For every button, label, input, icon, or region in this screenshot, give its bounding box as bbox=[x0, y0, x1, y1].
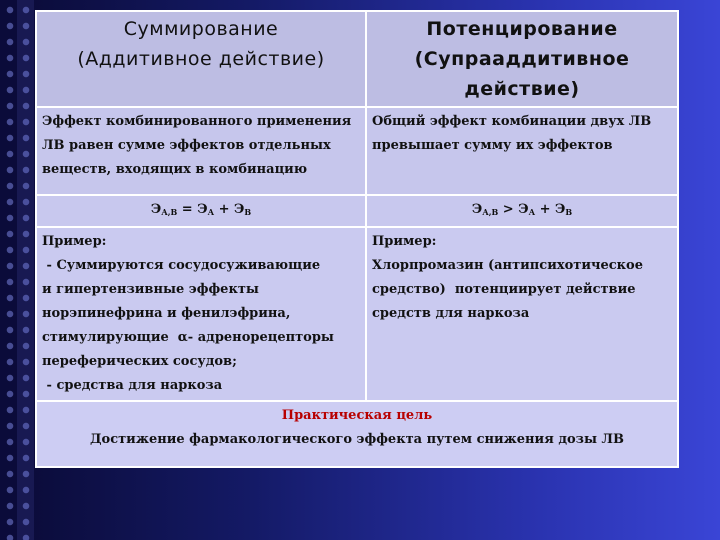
formula-sub-ab: А,В bbox=[161, 207, 178, 217]
formula-sub-b: В bbox=[565, 207, 573, 217]
potentiation-header bbox=[366, 11, 678, 107]
potentiation-title: Потенцирование bbox=[426, 18, 618, 40]
formula-sub-a: А bbox=[207, 207, 215, 217]
formula-eq: = Э bbox=[177, 202, 208, 217]
practical-goal bbox=[36, 401, 678, 467]
formula-sub-ab: А,В bbox=[482, 207, 499, 217]
formula-sub-b: В bbox=[244, 207, 252, 217]
summation-definition: Эффект комбинированного применения ЛВ равен сумме эффектов отдельных веществ, входящих в комбинацию bbox=[36, 107, 366, 195]
summation-example: Пример: - Суммируются сосудосуживающие и гипертензивные эффекты норэпинефрина и фенилэфрина, стимулирующие α- адренорецепторы переферических сосудов; - средства для наркоза bbox=[36, 227, 366, 401]
summation-title: Суммирование bbox=[123, 18, 279, 40]
formula-effect: Э bbox=[150, 202, 162, 217]
goal-row bbox=[36, 401, 678, 467]
formula-plus: + Э bbox=[535, 202, 566, 217]
formula-sub-a: А bbox=[528, 207, 536, 217]
practical-goal-text: Достижение фармакологического эффекта путем снижения дозы ЛВ bbox=[89, 432, 624, 447]
potentiation-subtitle-2: действие) bbox=[464, 78, 580, 100]
potentiation-formula bbox=[366, 195, 678, 227]
example-row bbox=[36, 227, 678, 401]
practical-goal-title: Практическая цель bbox=[281, 408, 433, 423]
summation-header bbox=[36, 11, 366, 107]
formula-gt: > Э bbox=[498, 202, 529, 217]
summation-formula bbox=[36, 195, 366, 227]
header-row bbox=[36, 11, 678, 107]
formula-row bbox=[36, 195, 678, 227]
definition-row bbox=[36, 107, 678, 195]
formula-effect: Э bbox=[471, 202, 483, 217]
summation-subtitle: (Аддитивное действие) bbox=[77, 48, 325, 70]
potentiation-example: Пример: Хлорпромазин (антипсихотическое средство) потенциирует действие средств для наркоза bbox=[366, 227, 678, 401]
potentiation-subtitle-1: (Супрааддитивное bbox=[414, 48, 630, 70]
potentiation-definition: Общий эффект комбинации двух ЛВ превышает сумму их эффектов bbox=[366, 107, 678, 195]
decorative-square-pattern bbox=[0, 0, 34, 540]
comparison-table bbox=[35, 10, 679, 468]
formula-plus: + Э bbox=[214, 202, 245, 217]
